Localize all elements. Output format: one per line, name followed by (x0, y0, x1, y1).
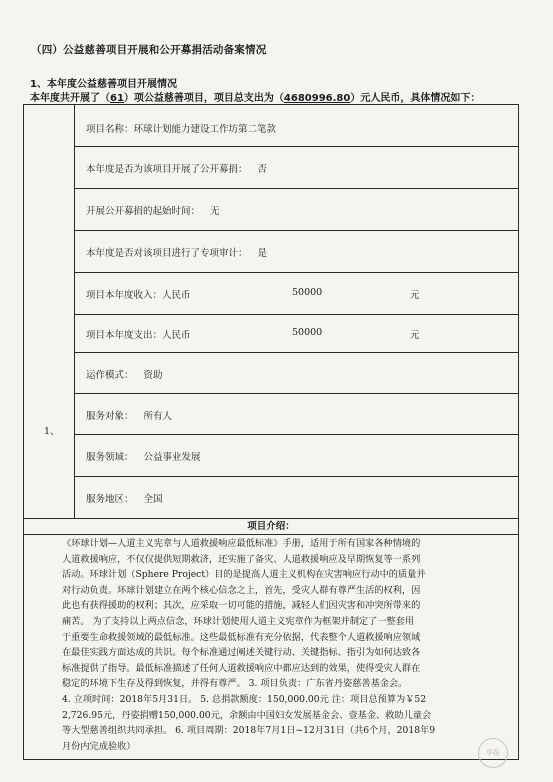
subheading: 1、本年度公益慈善项目开展情况 (30, 79, 177, 90)
intro-line: 2,726.95元，丹姿捐赠150,000.00元，余额由中国妇女发展基金会、壹基金、救助儿童会 (62, 709, 432, 721)
row-divider (74, 393, 519, 394)
row-divider (74, 352, 519, 353)
summary-line (30, 89, 480, 104)
public-fundraising-label: 本年度是否为该项目开展了公开募捐： (86, 164, 248, 175)
intro-line: 4. 立项时间：2018年5月31日。 5. 总捐款额度：150,000.00元 注：项目总预算为￥52 (62, 693, 427, 705)
audit-label: 本年度是否对该项目进行了专项审计： (86, 248, 248, 259)
project-name-label: 项目名称： (86, 124, 134, 135)
total-expense: 4680996.80 (283, 93, 351, 104)
service-target-field (86, 408, 172, 422)
expense-unit: 元 (410, 330, 420, 341)
index-column-divider (74, 105, 75, 518)
intro-line: 此也有获得援助的权利；其次，应采取一切可能的措施，减轻人们因灾害和冲突所带来的 (62, 600, 421, 612)
intro-line: 《环球计划—人道主义宪章与人道救援响应最低标准》手册，适用于所有国家各种情境的 (62, 538, 421, 549)
project-count: 61 (110, 93, 124, 104)
summary-middle: ）项公益慈善项目，项目总支出为（ (123, 93, 284, 104)
audit-field (86, 245, 267, 259)
audit-value: 是 (257, 248, 268, 259)
intro-line: 人道救援响应，不仅仅提供短期救济，还实施了备灾、人道救援响应及早期恢复等一系列 (62, 553, 421, 565)
service-region-label: 服务地区： (86, 494, 134, 505)
row-divider (74, 230, 519, 231)
service-target-value: 所有人 (143, 411, 173, 422)
operation-mode-value: 资助 (143, 370, 163, 381)
row-divider (74, 188, 519, 189)
row-divider (74, 314, 519, 315)
fundraising-start-value: 无 (210, 206, 220, 217)
intro-title: 项目介绍： (247, 521, 295, 532)
intro-line: 对行动负责。环球计划建立在两个核心信念之上，首先，受灾人群有尊严生活的权利，因 (62, 584, 421, 596)
section-heading: （四）公益慈善项目开展和公开募捐活动备案情况 (31, 44, 267, 56)
summary-suffix: ）元人民币，具体情况如下： (350, 93, 481, 104)
intro-line: 月份内完成验收） (62, 740, 136, 752)
intro-line: 等大型慈善组织共同承担。 6. 项目周期：2018年7月1日~12月31日（共6个月，2018年9 (62, 725, 436, 737)
intro-title-divider (24, 534, 518, 535)
operation-mode-field (86, 367, 163, 381)
service-field-field (86, 449, 201, 463)
row-index: 1、 (44, 426, 60, 437)
service-field-value: 公益事业发展 (143, 452, 201, 463)
fundraising-start-field (86, 203, 220, 217)
fundraising-start-label: 开展公开募捐的起始时间： (86, 206, 201, 217)
expense-label: 项目本年度支出：人民币 (86, 330, 191, 341)
project-name-value: 环球计划能力建设工作坊第二笔款 (133, 124, 277, 135)
intro-body (62, 536, 487, 754)
operation-mode-label: 运作模式： (86, 370, 134, 381)
row-divider (74, 272, 519, 273)
intro-line: 痛苦。 为了支持以上两点信念，环球计划使用人道主义宪章作为框架并制定了一整套用 (62, 615, 415, 627)
row-divider (74, 434, 519, 435)
income-amount: 50000 (292, 287, 323, 298)
income-field (86, 287, 191, 301)
public-fundraising-field (86, 161, 267, 175)
project-table (23, 104, 519, 760)
expense-field (86, 327, 191, 341)
service-field-label: 服务领域： (86, 452, 134, 463)
intro-line: 稳定的环境下生存及得到恢复，并得有尊严。 3. 项目负责：广东省丹姿慈善基金会。 (62, 678, 408, 690)
project-name-field (86, 121, 276, 135)
intro-line: 活动。环球计划（Sphere Project）目的是提高人道主义机构在灾害响应行动中的质量并 (62, 569, 426, 581)
public-fundraising-value: 否 (257, 164, 268, 175)
intro-line: 标准提供了指导。最低标准描述了任何人道救援响应中都应达到的效果，使得受灾人群在 (62, 662, 421, 674)
intro-line: 在最佳实践方面达成的共识。每个标准通过阐述关键行动、关键指标、指引为如何达致各 (62, 647, 421, 659)
service-target-label: 服务对象： (86, 411, 134, 422)
row-divider (74, 146, 519, 147)
row-divider (74, 476, 519, 477)
expense-amount: 50000 (292, 327, 323, 338)
income-unit: 元 (410, 290, 420, 301)
service-region-field (86, 491, 163, 505)
service-region-value: 全国 (143, 494, 163, 505)
summary-prefix: 本年度共开展了（ (30, 93, 110, 104)
intro-line: 于重要生命救援领域的最低标准。这些最低标准有充分依据，代表整个人道救援响应领域 (62, 631, 421, 643)
income-label: 项目本年度收入：人民币 (86, 290, 191, 301)
watermark-seal: 华报 (478, 738, 508, 768)
